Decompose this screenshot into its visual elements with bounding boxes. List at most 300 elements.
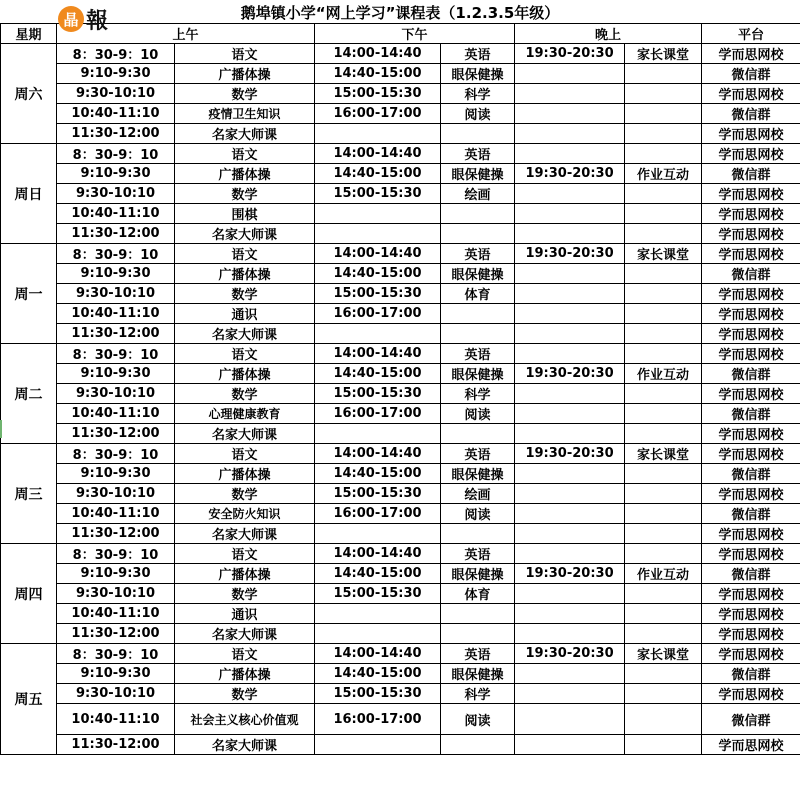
platform-cell: 微信群 (702, 504, 800, 524)
header-day: 星期 (1, 24, 57, 44)
am-subject-cell: 名家大师课 (175, 624, 315, 644)
platform-cell: 学而思网校 (702, 604, 800, 624)
pm-subject-cell: 眼保健操 (441, 264, 515, 284)
ev-subject-cell (625, 224, 702, 244)
platform-cell: 微信群 (702, 104, 800, 124)
ev-time-cell (515, 324, 625, 344)
day-label: 周三 (1, 444, 57, 544)
ev-subject-cell: 作业互动 (625, 564, 702, 584)
am-subject-cell: 名家大师课 (175, 735, 315, 755)
ev-subject-cell (625, 544, 702, 564)
ev-time-cell: 19:30-20:30 (515, 644, 625, 664)
ev-time-cell (515, 484, 625, 504)
am-subject-cell: 通识 (175, 304, 315, 324)
ev-time-cell (515, 64, 625, 84)
pm-subject-cell: 阅读 (441, 404, 515, 424)
am-subject-cell: 语文 (175, 144, 315, 164)
am-subject-cell: 语文 (175, 444, 315, 464)
pm-time-cell: 14:40-15:00 (315, 64, 441, 84)
am-time-cell: 8：30-9：10 (57, 544, 175, 564)
platform-cell: 学而思网校 (702, 424, 800, 444)
table-row (1, 604, 800, 624)
table-row (1, 84, 800, 104)
pm-time-cell: 16:00-17:00 (315, 704, 441, 735)
am-time-cell: 9:30-10:10 (57, 584, 175, 604)
table-row (1, 164, 800, 184)
pm-time-cell: 16:00-17:00 (315, 304, 441, 324)
header-afternoon: 下午 (315, 24, 515, 44)
schedule-table (0, 23, 800, 755)
ev-time-cell (515, 224, 625, 244)
am-subject-cell: 通识 (175, 604, 315, 624)
ev-subject-cell (625, 84, 702, 104)
am-subject-cell: 名家大师课 (175, 424, 315, 444)
platform-cell: 微信群 (702, 564, 800, 584)
am-time-cell: 9:10-9:30 (57, 264, 175, 284)
am-subject-cell: 名家大师课 (175, 524, 315, 544)
ev-subject-cell (625, 104, 702, 124)
pm-time-cell: 14:00-14:40 (315, 44, 441, 64)
ev-time-cell: 19:30-20:30 (515, 444, 625, 464)
ev-time-cell (515, 684, 625, 704)
platform-cell: 学而思网校 (702, 304, 800, 324)
table-row (1, 284, 800, 304)
ev-time-cell (515, 304, 625, 324)
am-subject-cell: 数学 (175, 584, 315, 604)
ev-subject-cell (625, 64, 702, 84)
pm-time-cell: 15:00-15:30 (315, 184, 441, 204)
am-subject-cell: 广播体操 (175, 364, 315, 384)
ev-time-cell (515, 544, 625, 564)
ev-subject-cell (625, 684, 702, 704)
am-subject-cell: 数学 (175, 484, 315, 504)
ev-subject-cell (625, 464, 702, 484)
ev-subject-cell (625, 584, 702, 604)
platform-cell: 学而思网校 (702, 324, 800, 344)
am-subject-cell: 广播体操 (175, 64, 315, 84)
pm-subject-cell: 英语 (441, 444, 515, 464)
platform-cell: 学而思网校 (702, 224, 800, 244)
day-label: 周一 (1, 244, 57, 344)
am-time-cell: 10:40-11:10 (57, 404, 175, 424)
pm-time-cell: 15:00-15:30 (315, 384, 441, 404)
pm-time-cell (315, 224, 441, 244)
platform-cell: 学而思网校 (702, 144, 800, 164)
am-subject-cell: 语文 (175, 44, 315, 64)
am-subject-cell: 疫情卫生知识 (175, 104, 315, 124)
page-title: 鹅埠镇小学“网上学习”课程表（1.2.3.5年级） (240, 4, 560, 22)
pm-time-cell: 14:40-15:00 (315, 464, 441, 484)
am-time-cell: 10:40-11:10 (57, 204, 175, 224)
pm-time-cell: 15:00-15:30 (315, 584, 441, 604)
am-time-cell: 9:30-10:10 (57, 84, 175, 104)
am-subject-cell: 安全防火知识 (175, 504, 315, 524)
platform-cell: 学而思网校 (702, 524, 800, 544)
table-row (1, 564, 800, 584)
ev-subject-cell (625, 184, 702, 204)
ev-time-cell (515, 424, 625, 444)
ev-time-cell (515, 664, 625, 684)
ev-time-cell (515, 144, 625, 164)
platform-cell: 微信群 (702, 464, 800, 484)
platform-cell: 微信群 (702, 264, 800, 284)
am-time-cell: 9:30-10:10 (57, 284, 175, 304)
pm-time-cell: 14:00-14:40 (315, 644, 441, 664)
am-subject-cell: 名家大师课 (175, 124, 315, 144)
table-row (1, 624, 800, 644)
pm-subject-cell (441, 304, 515, 324)
day-label: 周六 (1, 44, 57, 144)
table-row (1, 144, 800, 164)
am-time-cell: 8：30-9：10 (57, 644, 175, 664)
ev-subject-cell (625, 704, 702, 735)
table-row (1, 364, 800, 384)
table-row (1, 524, 800, 544)
pm-time-cell: 16:00-17:00 (315, 404, 441, 424)
am-time-cell: 11:30-12:00 (57, 735, 175, 755)
table-row (1, 584, 800, 604)
table-row (1, 544, 800, 564)
ev-time-cell (515, 624, 625, 644)
pm-subject-cell: 眼保健操 (441, 364, 515, 384)
am-time-cell: 10:40-11:10 (57, 604, 175, 624)
am-time-cell: 9:10-9:30 (57, 364, 175, 384)
am-time-cell: 9:10-9:30 (57, 664, 175, 684)
table-row (1, 704, 800, 735)
am-time-cell: 9:10-9:30 (57, 464, 175, 484)
ev-time-cell (515, 104, 625, 124)
pm-time-cell (315, 524, 441, 544)
pm-subject-cell (441, 624, 515, 644)
ev-subject-cell (625, 264, 702, 284)
pm-time-cell (315, 604, 441, 624)
ev-subject-cell: 家长课堂 (625, 644, 702, 664)
pm-subject-cell: 体育 (441, 284, 515, 304)
ev-time-cell (515, 735, 625, 755)
pm-subject-cell: 科学 (441, 384, 515, 404)
am-subject-cell: 语文 (175, 344, 315, 364)
ev-time-cell (515, 704, 625, 735)
ev-subject-cell (625, 664, 702, 684)
table-row (1, 204, 800, 224)
platform-cell: 学而思网校 (702, 84, 800, 104)
pm-time-cell: 15:00-15:30 (315, 84, 441, 104)
ev-subject-cell (625, 344, 702, 364)
ev-subject-cell: 作业互动 (625, 364, 702, 384)
table-row (1, 384, 800, 404)
platform-cell: 微信群 (702, 64, 800, 84)
table-row (1, 344, 800, 364)
ev-time-cell: 19:30-20:30 (515, 44, 625, 64)
table-row (1, 184, 800, 204)
am-time-cell: 8：30-9：10 (57, 444, 175, 464)
ev-time-cell (515, 284, 625, 304)
pm-time-cell: 16:00-17:00 (315, 104, 441, 124)
am-subject-cell: 名家大师课 (175, 224, 315, 244)
ev-subject-cell (625, 404, 702, 424)
pm-subject-cell: 阅读 (441, 104, 515, 124)
ev-subject-cell: 家长课堂 (625, 44, 702, 64)
am-subject-cell: 数学 (175, 184, 315, 204)
am-time-cell: 9:10-9:30 (57, 164, 175, 184)
pm-subject-cell: 科学 (441, 84, 515, 104)
pm-time-cell (315, 324, 441, 344)
pm-time-cell (315, 124, 441, 144)
pm-subject-cell: 英语 (441, 544, 515, 564)
platform-cell: 学而思网校 (702, 384, 800, 404)
am-time-cell: 9:30-10:10 (57, 684, 175, 704)
am-time-cell: 8：30-9：10 (57, 144, 175, 164)
am-time-cell: 11:30-12:00 (57, 424, 175, 444)
am-subject-cell: 语文 (175, 244, 315, 264)
am-time-cell: 10:40-11:10 (57, 504, 175, 524)
ev-subject-cell (625, 484, 702, 504)
pm-subject-cell: 英语 (441, 144, 515, 164)
pm-subject-cell: 绘画 (441, 484, 515, 504)
ev-subject-cell (625, 304, 702, 324)
ev-subject-cell: 家长课堂 (625, 444, 702, 464)
pm-subject-cell (441, 204, 515, 224)
table-row (1, 64, 800, 84)
pm-subject-cell: 英语 (441, 644, 515, 664)
platform-cell: 学而思网校 (702, 184, 800, 204)
am-subject-cell: 广播体操 (175, 664, 315, 684)
pm-time-cell: 14:40-15:00 (315, 264, 441, 284)
day-label: 周日 (1, 144, 57, 244)
am-time-cell: 9:10-9:30 (57, 564, 175, 584)
pm-subject-cell (441, 735, 515, 755)
ev-subject-cell (625, 604, 702, 624)
platform-cell: 学而思网校 (702, 684, 800, 704)
pm-subject-cell: 眼保健操 (441, 464, 515, 484)
table-row (1, 444, 800, 464)
am-time-cell: 8：30-9：10 (57, 344, 175, 364)
am-time-cell: 9:30-10:10 (57, 484, 175, 504)
platform-cell: 学而思网校 (702, 204, 800, 224)
pm-time-cell (315, 424, 441, 444)
am-subject-cell: 心理健康教育 (175, 404, 315, 424)
table-row (1, 484, 800, 504)
pm-subject-cell (441, 424, 515, 444)
ev-time-cell (515, 524, 625, 544)
ev-subject-cell (625, 284, 702, 304)
pm-time-cell (315, 735, 441, 755)
platform-cell: 学而思网校 (702, 624, 800, 644)
ev-subject-cell: 家长课堂 (625, 244, 702, 264)
pm-time-cell (315, 204, 441, 224)
logo-mark: 晶 (58, 6, 84, 32)
ev-time-cell (515, 384, 625, 404)
am-time-cell: 9:30-10:10 (57, 384, 175, 404)
ev-subject-cell (625, 144, 702, 164)
platform-cell: 学而思网校 (702, 484, 800, 504)
pm-time-cell: 14:40-15:00 (315, 164, 441, 184)
ev-subject-cell (625, 424, 702, 444)
pm-subject-cell: 科学 (441, 684, 515, 704)
pm-time-cell: 14:00-14:40 (315, 544, 441, 564)
am-time-cell: 11:30-12:00 (57, 324, 175, 344)
platform-cell: 学而思网校 (702, 284, 800, 304)
ev-time-cell (515, 184, 625, 204)
pm-subject-cell: 眼保健操 (441, 664, 515, 684)
pm-subject-cell (441, 524, 515, 544)
ev-subject-cell (625, 624, 702, 644)
am-subject-cell: 数学 (175, 284, 315, 304)
pm-subject-cell: 体育 (441, 584, 515, 604)
header-morning: 上午 (57, 24, 315, 44)
am-time-cell: 9:10-9:30 (57, 64, 175, 84)
am-time-cell: 11:30-12:00 (57, 624, 175, 644)
ev-subject-cell (625, 524, 702, 544)
table-row (1, 504, 800, 524)
pm-time-cell (315, 624, 441, 644)
platform-cell: 微信群 (702, 704, 800, 735)
am-subject-cell: 数学 (175, 384, 315, 404)
pm-time-cell: 15:00-15:30 (315, 284, 441, 304)
platform-cell: 微信群 (702, 364, 800, 384)
pm-time-cell: 14:40-15:00 (315, 564, 441, 584)
ev-time-cell: 19:30-20:30 (515, 164, 625, 184)
table-row (1, 304, 800, 324)
ev-time-cell (515, 124, 625, 144)
pm-subject-cell: 英语 (441, 44, 515, 64)
table-row (1, 664, 800, 684)
table-row (1, 684, 800, 704)
platform-cell: 学而思网校 (702, 44, 800, 64)
ev-time-cell (515, 584, 625, 604)
pm-time-cell: 14:40-15:00 (315, 364, 441, 384)
ev-subject-cell: 作业互动 (625, 164, 702, 184)
am-subject-cell: 语文 (175, 644, 315, 664)
ev-subject-cell (625, 504, 702, 524)
pm-time-cell: 14:00-14:40 (315, 444, 441, 464)
pm-subject-cell (441, 224, 515, 244)
ev-time-cell (515, 464, 625, 484)
table-row (1, 464, 800, 484)
ev-time-cell (515, 604, 625, 624)
platform-cell: 学而思网校 (702, 735, 800, 755)
am-subject-cell: 社会主义核心价值观 (175, 704, 315, 735)
ev-time-cell: 19:30-20:30 (515, 364, 625, 384)
platform-cell: 学而思网校 (702, 124, 800, 144)
pm-time-cell: 15:00-15:30 (315, 684, 441, 704)
pm-subject-cell: 英语 (441, 344, 515, 364)
ev-time-cell (515, 264, 625, 284)
am-time-cell: 11:30-12:00 (57, 224, 175, 244)
platform-cell: 学而思网校 (702, 644, 800, 664)
pm-subject-cell: 眼保健操 (441, 564, 515, 584)
am-subject-cell: 数学 (175, 84, 315, 104)
ev-time-cell (515, 404, 625, 424)
pm-subject-cell: 眼保健操 (441, 64, 515, 84)
pm-subject-cell (441, 124, 515, 144)
ev-subject-cell (625, 735, 702, 755)
day-label: 周四 (1, 544, 57, 644)
table-row (1, 404, 800, 424)
platform-cell: 学而思网校 (702, 244, 800, 264)
table-row (1, 644, 800, 664)
pm-time-cell: 14:00-14:40 (315, 244, 441, 264)
day-label: 周二 (1, 344, 57, 444)
am-time-cell: 10:40-11:10 (57, 104, 175, 124)
table-row (1, 244, 800, 264)
pm-subject-cell: 阅读 (441, 504, 515, 524)
ev-subject-cell (625, 124, 702, 144)
header-evening: 晚上 (515, 24, 702, 44)
day-label: 周五 (1, 644, 57, 755)
logo-text: 報 (86, 7, 109, 34)
pm-time-cell: 15:00-15:30 (315, 484, 441, 504)
ev-subject-cell (625, 384, 702, 404)
am-subject-cell: 数学 (175, 684, 315, 704)
newspaper-logo (58, 2, 108, 36)
pm-subject-cell: 眼保健操 (441, 164, 515, 184)
platform-cell: 微信群 (702, 664, 800, 684)
schedule-body (1, 44, 800, 755)
platform-cell: 学而思网校 (702, 544, 800, 564)
am-subject-cell: 广播体操 (175, 564, 315, 584)
pm-time-cell: 14:40-15:00 (315, 664, 441, 684)
pm-time-cell: 14:00-14:40 (315, 144, 441, 164)
platform-cell: 学而思网校 (702, 444, 800, 464)
table-row (1, 264, 800, 284)
am-subject-cell: 围棋 (175, 204, 315, 224)
table-row (1, 124, 800, 144)
am-time-cell: 11:30-12:00 (57, 524, 175, 544)
table-row (1, 44, 800, 64)
platform-cell: 学而思网校 (702, 584, 800, 604)
pm-time-cell: 16:00-17:00 (315, 504, 441, 524)
table-row (1, 324, 800, 344)
am-time-cell: 11:30-12:00 (57, 124, 175, 144)
table-row (1, 104, 800, 124)
am-subject-cell: 广播体操 (175, 164, 315, 184)
am-time-cell: 8：30-9：10 (57, 44, 175, 64)
am-time-cell: 8：30-9：10 (57, 244, 175, 264)
platform-cell: 微信群 (702, 164, 800, 184)
am-subject-cell: 广播体操 (175, 464, 315, 484)
pm-subject-cell (441, 324, 515, 344)
am-subject-cell: 广播体操 (175, 264, 315, 284)
pm-time-cell: 14:00-14:40 (315, 344, 441, 364)
am-time-cell: 9:30-10:10 (57, 184, 175, 204)
platform-cell: 学而思网校 (702, 344, 800, 364)
ev-time-cell (515, 344, 625, 364)
am-time-cell: 10:40-11:10 (57, 704, 175, 735)
header-platform: 平台 (702, 24, 800, 44)
am-time-cell: 10:40-11:10 (57, 304, 175, 324)
table-row (1, 735, 800, 755)
ev-subject-cell (625, 204, 702, 224)
ev-time-cell (515, 504, 625, 524)
ev-subject-cell (625, 324, 702, 344)
ev-time-cell: 19:30-20:30 (515, 564, 625, 584)
table-row (1, 424, 800, 444)
am-subject-cell: 语文 (175, 544, 315, 564)
am-subject-cell: 名家大师课 (175, 324, 315, 344)
ev-time-cell: 19:30-20:30 (515, 244, 625, 264)
pm-subject-cell: 英语 (441, 244, 515, 264)
header-row (1, 24, 800, 44)
table-row (1, 224, 800, 244)
pm-subject-cell: 阅读 (441, 704, 515, 735)
row-marker (0, 420, 2, 438)
ev-time-cell (515, 204, 625, 224)
pm-subject-cell: 绘画 (441, 184, 515, 204)
ev-time-cell (515, 84, 625, 104)
platform-cell: 微信群 (702, 404, 800, 424)
pm-subject-cell (441, 604, 515, 624)
